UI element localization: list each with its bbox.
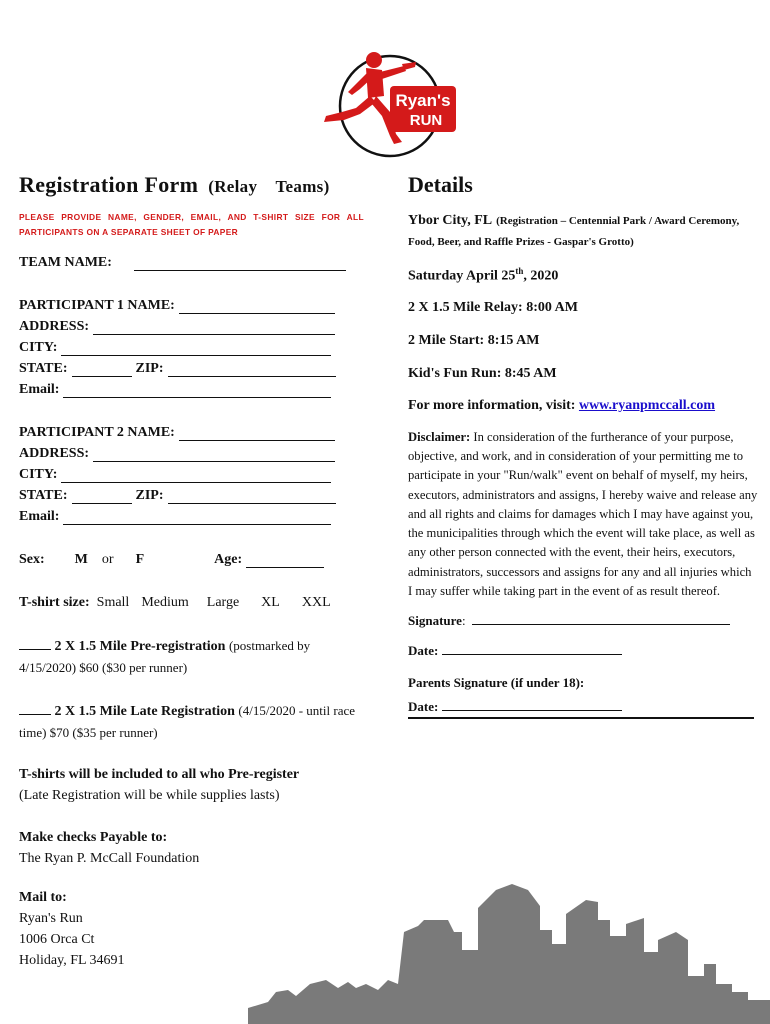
tshirt-note-text: (Late Registration will be while supplies lasts) [19,788,280,803]
size-large[interactable]: Large [206,595,240,610]
checks-payable [19,827,364,869]
form-title-text: Registration Form [19,172,199,197]
sex-option-f[interactable]: F [135,552,145,567]
disclaimer [408,428,758,602]
sex-option-m[interactable]: M [74,552,88,567]
tshirt-note-bold: T-shirts will be included to all who Pre-register [19,767,300,782]
mail-line: Ryan's Run [19,911,83,926]
form-subtitle: (Relay Teams) [208,177,330,196]
website-link[interactable]: www.ryanpmccall.com [578,397,716,413]
form-title [19,172,364,198]
parents-date-line[interactable] [442,710,622,711]
checks-value: The Ryan P. McCall Foundation [19,851,200,866]
prereg-option[interactable] [19,635,364,679]
p1-state-line[interactable] [72,362,132,377]
prereg-note: (postmarked by 4/15/2020) $60 ($30 per runner) [19,638,311,675]
tshirt-note [19,764,364,806]
event-date [408,266,758,285]
more-info [408,398,758,414]
participant1-email-field[interactable] [19,377,364,398]
signature-label: Signature [408,613,462,629]
p1-address-line[interactable] [93,320,335,335]
late-reg-note: (4/15/2020 - until race time) $70 ($35 per runner) [19,703,356,740]
sex-age-field [19,547,364,568]
more-info-label: For more information, visit: [408,397,576,413]
age-line[interactable] [246,553,324,568]
location-note: (Registration – Centennial Park / Award Ceremony, Food, Beer, and Raffle Prizes - Gaspar's Grotto) [408,215,740,248]
p1-state-label: STATE: [19,361,68,376]
prereg-label: 2 X 1.5 Mile Pre-registration [54,639,226,654]
tshirt-size-label: T-shirt size: [19,595,90,610]
date-label: Date: [408,643,439,659]
parents-signature-field[interactable] [408,675,758,691]
signature-line[interactable] [472,624,730,625]
p2-name-label: PARTICIPANT 2 NAME: [19,425,175,440]
participant2-address-field[interactable] [19,441,364,462]
p2-name-line[interactable] [179,426,335,441]
participant2-name-field[interactable] [19,420,364,441]
p1-email-line[interactable] [63,383,331,398]
late-reg-option[interactable] [19,700,364,744]
participant1-address-field[interactable] [19,314,364,335]
p1-zip-label: ZIP: [135,361,164,376]
parents-date-label: Date: [408,699,439,715]
p2-zip-label: ZIP: [135,488,164,503]
p1-name-label: PARTICIPANT 1 NAME: [19,298,175,313]
participant1-name-field[interactable] [19,293,364,314]
team-name-label: TEAM NAME: [19,255,112,270]
p1-email-label: Email: [19,382,60,397]
p2-email-label: Email: [19,509,60,524]
p1-name-line[interactable] [179,299,335,314]
p1-address-label: ADDRESS: [19,319,90,334]
prereg-check-line[interactable] [19,639,51,650]
size-xl[interactable]: XL [261,595,280,610]
disclaimer-label: Disclaimer: [408,429,471,444]
details-title: Details [408,172,473,197]
relay-time: 2 X 1.5 Mile Relay: 8:00 AM [408,299,578,315]
registration-form [19,172,364,971]
details-section [408,172,758,719]
participant2-state-zip-field[interactable] [19,483,364,504]
participant1-city-field[interactable] [19,335,364,356]
sex-label: Sex: [19,552,45,567]
ryans-run-logo [318,46,458,160]
form-notice: PLEASE PROVIDE NAME, GENDER, EMAIL, AND T-SHIRT SIZE FOR ALL PARTICIPANTS ON A SEPARATE SHEET OF PAPER [19,212,364,237]
p2-address-line[interactable] [93,447,335,462]
p2-address-label: ADDRESS: [19,446,90,461]
size-xxl[interactable]: XXL [301,595,331,610]
parents-date-field[interactable] [408,699,754,719]
team-name-field[interactable] [19,250,364,271]
two-mile-time: 2 Mile Start: 8:15 AM [408,332,540,348]
location [408,210,758,252]
p1-city-label: CITY: [19,340,58,355]
p1-zip-line[interactable] [168,362,336,377]
p2-state-line[interactable] [72,489,132,504]
participant2-email-field[interactable] [19,504,364,525]
participant2-city-field[interactable] [19,462,364,483]
kids-run-time: Kid's Fun Run: 8:45 AM [408,365,557,381]
parents-signature-label: Parents Signature (if under 18): [408,675,585,691]
logo-text-line1: Ryan's [395,91,451,110]
p2-city-label: CITY: [19,467,58,482]
date-line[interactable] [442,654,622,655]
checks-label: Make checks Payable to: [19,830,168,845]
team-name-line[interactable] [134,256,346,271]
tshirt-size-field [19,590,364,611]
logo-text-line2: RUN [409,112,443,129]
city-skyline-graphic [248,880,770,1024]
event-date-year: , 2020 [523,268,559,284]
late-reg-check-line[interactable] [19,704,51,715]
date-field[interactable] [408,643,758,659]
event-date-text: Saturday April 25 [408,268,516,284]
mail-line: Holiday, FL 34691 [19,953,125,968]
p2-city-line[interactable] [61,468,331,483]
late-reg-label: 2 X 1.5 Mile Late Registration [54,704,235,719]
p2-state-label: STATE: [19,488,68,503]
disclaimer-text: In consideration of the furtherance of your purpose, objective, and work, and in consideration of your permitting me to participate in your "Run/walk" event on behalf of myself, my heirs, executors, administrators and assigns, I hereby waive and release any and all rights and claims for damages which I may have against you, the municipalities through which the event will take place, as well as any other person connected with the event, their heirs, executors, administrators, successors and assigns for any and all injuries which I may suffer while taking part in the event of as result thereof. [408,429,758,599]
mail-line: 1006 Orca Ct [19,932,95,947]
event-date-sup: th [515,266,524,276]
location-name: Ybor City, FL [408,213,493,228]
participant1-state-zip-field[interactable] [19,356,364,377]
mail-label: Mail to: [19,890,67,905]
age-label: Age: [214,552,243,567]
size-medium[interactable]: Medium [141,595,189,610]
p2-zip-line[interactable] [168,489,336,504]
p1-city-line[interactable] [61,341,331,356]
signature-field[interactable]: Signature: [408,613,758,629]
size-small[interactable]: Small [96,595,130,610]
sex-or-text: or [101,552,114,567]
p2-email-line[interactable] [63,510,331,525]
